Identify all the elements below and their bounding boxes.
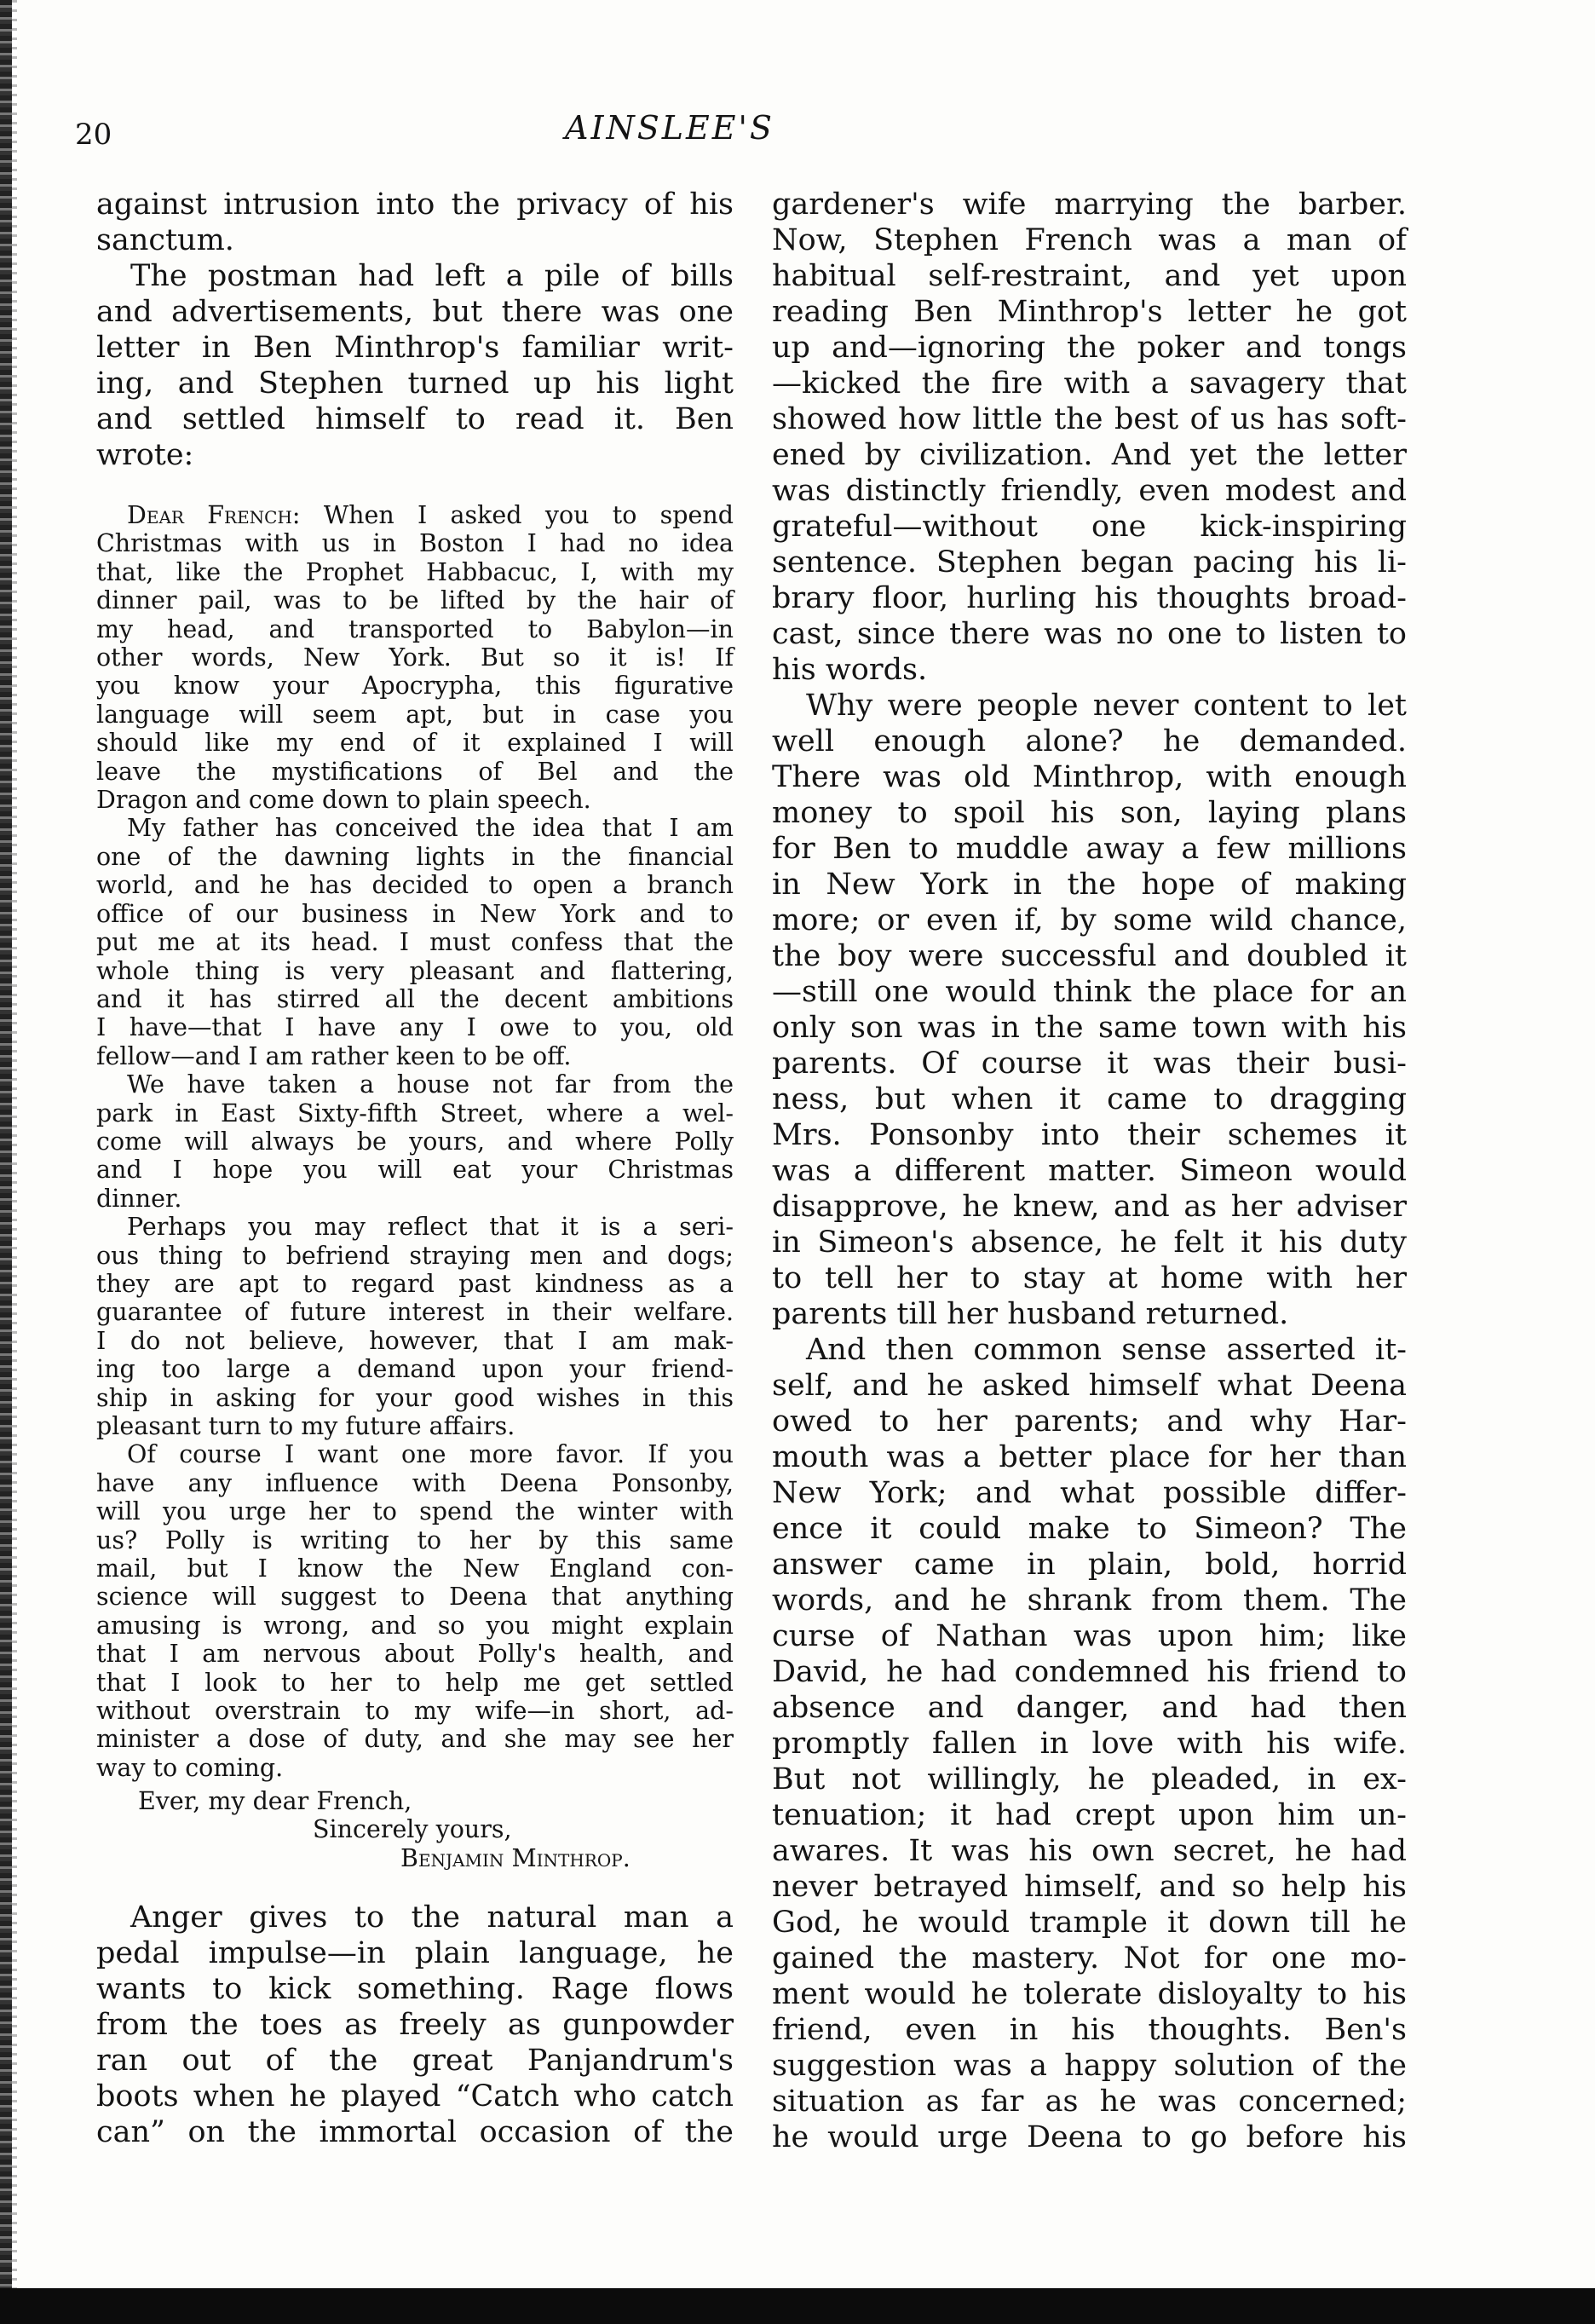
text-line: brary floor, hurling his thoughts broad- [772, 581, 1407, 615]
text-line: was distinctly friendly, even modest and [772, 474, 1407, 508]
text-line: fellow—and I am rather keen to be off. [96, 1041, 572, 1070]
text-line: —still one would think the place for an [772, 975, 1407, 1009]
text-line: I do not believe, however, that I am mak- [96, 1326, 734, 1355]
text-line: God, he would trample it down till he [772, 1906, 1407, 1940]
text-line: gained the mastery. Not for one mo- [772, 1941, 1407, 1975]
text-line: ence it could make to Simeon? The [772, 1512, 1407, 1546]
text-line: Dragon and come down to plain speech. [96, 786, 591, 815]
text-line: was a different matter. Simeon would [772, 1154, 1407, 1188]
text-line: Mrs. Ponsonby into their schemes it [772, 1118, 1407, 1152]
letter-signoff: Sincerely yours, [313, 1815, 512, 1844]
text-line: David, he had condemned his friend to [772, 1655, 1407, 1689]
text-line: answer came in plain, bold, horrid [772, 1548, 1407, 1582]
text-line: the boy were successful and doubled it [772, 939, 1407, 973]
text-line: us? Polly is writing to her by this same [96, 1525, 734, 1554]
right-column-text [772, 187, 1407, 2155]
text-line: promptly fallen in love with his wife. [772, 1727, 1407, 1761]
text-line-content: When I asked you to spend [323, 501, 734, 529]
text-line: Anger gives to the natural man a [130, 1900, 734, 1935]
paragraph [96, 1213, 734, 1440]
text-line: awares. It was his own secret, he had [772, 1834, 1407, 1868]
text-line: situation as far as he was concerned; [772, 2085, 1407, 2119]
text-line: Perhaps you may reflect that it is a seri- [127, 1213, 734, 1242]
text-line: Why were people never content to let [806, 689, 1407, 723]
running-title: AINSLEE'S [565, 109, 774, 147]
text-line: that I am nervous about Polly's health, and [96, 1640, 734, 1669]
text-line: other words, New York. But so it is! If [96, 643, 734, 672]
text-line: I have—that I have any I owe to you, old [96, 1013, 734, 1042]
text-line: ship in asking for your good wishes in this [96, 1383, 734, 1412]
text-line: way to coming. [96, 1753, 284, 1782]
text-line: you know your Apocrypha, this figurative [96, 672, 734, 701]
paragraph [96, 501, 734, 814]
text-line: self, and he asked himself what Deena [772, 1369, 1407, 1403]
text-line: ing too large a demand upon your friend- [96, 1355, 734, 1384]
text-line: and settled himself to read it. Ben [96, 402, 734, 436]
text-line: ing, and Stephen turned up his light [96, 366, 734, 401]
text-line: one of the dawning lights in the financial [96, 842, 734, 871]
text-line: parents. Of course it was their busi- [772, 1047, 1407, 1081]
left-column-top-text [96, 187, 734, 473]
text-line: absence and danger, and had then [772, 1691, 1407, 1725]
text-line: New York; and what possible differ- [772, 1476, 1407, 1510]
text-line: owed to her parents; and why Har- [772, 1404, 1407, 1439]
text-line: money to spoil his son, laying plans [772, 796, 1407, 830]
text-line: and it has stirred all the decent ambitions [96, 984, 734, 1013]
text-line: and advertisements, but there was one [96, 295, 734, 329]
text-line: letter in Ben Minthrop's familiar writ- [96, 331, 734, 365]
text-line: dinner. [96, 1184, 182, 1213]
paragraph [772, 187, 1407, 688]
text-line: only son was in the same town with his [772, 1011, 1407, 1045]
text-line: in Simeon's absence, he felt it his duty [772, 1225, 1407, 1260]
text-line: But not willingly, he pleaded, in ex- [772, 1762, 1407, 1796]
text-line [96, 501, 734, 529]
text-line: amusing is wrong, and so you might explain [96, 1611, 734, 1640]
paragraph [96, 187, 734, 258]
text-line: never betrayed himself, and so help his [772, 1870, 1407, 1904]
text-line: pedal impulse—in plain language, he [96, 1936, 734, 1970]
text-line: leave the mystifications of Bel and the [96, 757, 734, 786]
quoted-letter [96, 501, 734, 1782]
text-line: guarantee of future interest in their welfare. [96, 1298, 734, 1327]
text-line: they are apt to regard past kindness as a [96, 1269, 734, 1298]
page-number: 20 [75, 118, 112, 152]
text-line: gardener's wife marrying the barber. [772, 187, 1407, 222]
text-line: without overstrain to my wife—in short, ad- [96, 1697, 734, 1726]
text-line: should like my end of it explained I will [96, 729, 734, 758]
text-line: from the toes as freely as gunpowder [96, 2008, 734, 2042]
text-line: Christmas with us in Boston I had no idea [96, 529, 734, 558]
text-line: whole thing is very pleasant and flattering, [96, 956, 734, 985]
text-line: disapprove, he knew, and as her adviser [772, 1190, 1407, 1224]
text-line: well enough alone? he demanded. [772, 724, 1407, 758]
text-line: —kicked the fire with a savagery that [772, 366, 1407, 401]
text-line: his words. [772, 653, 928, 687]
text-line: suggestion was a happy solution of the [772, 2049, 1407, 2083]
text-line: wrote: [96, 438, 194, 472]
paragraph [96, 1070, 734, 1213]
text-line: ment would he tolerate disloyalty to his [772, 1977, 1407, 2011]
text-line: There was old Minthrop, with enough [772, 760, 1407, 794]
paragraph [96, 1440, 734, 1782]
text-line: more; or even if, by some wild chance, [772, 903, 1407, 937]
text-line: will you urge her to spend the winter with [96, 1497, 734, 1526]
text-line: And then common sense asserted it- [806, 1333, 1407, 1367]
text-line: office of our business in New York and to [96, 899, 734, 928]
letter-signature: Benjamin Minthrop. [400, 1843, 631, 1872]
text-line: parents till her husband returned. [772, 1297, 1289, 1331]
text-line: habitual self-restraint, and yet upon [772, 259, 1407, 293]
text-line: he would urge Deena to go before his [772, 2120, 1407, 2154]
text-line: ran out of the great Panjandrum's [96, 2044, 734, 2078]
left-column-bottom-text [96, 1900, 734, 2150]
text-line: mail, but I know the New England con- [96, 1554, 734, 1583]
text-line: words, and he shrank from them. The [772, 1583, 1407, 1618]
text-line: come will always be yours, and where Polly [96, 1127, 734, 1156]
text-line: showed how little the best of us has soft- [772, 402, 1407, 436]
text-line: against intrusion into the privacy of his [96, 187, 734, 222]
text-line: park in East Sixty-fifth Street, where a wel- [96, 1099, 734, 1127]
text-line: my head, and transported to Babylon—in [96, 614, 734, 643]
text-line: that I look to her to help me get settled [96, 1668, 734, 1697]
text-line: curse of Nathan was upon him; like [772, 1619, 1407, 1653]
text-line: Now, Stephen French was a man of [772, 223, 1407, 257]
text-line: ous thing to befriend straying men and dogs; [96, 1241, 734, 1270]
text-line: grateful—without one kick-inspiring [772, 510, 1407, 544]
scan-binding-shadow [12, 0, 17, 2324]
text-line: world, and he has decided to open a branch [96, 871, 734, 900]
text-line: minister a dose of duty, and she may see her [96, 1725, 734, 1754]
text-line: to tell her to stay at home with her [772, 1261, 1407, 1295]
text-line: mouth was a better place for her than [772, 1440, 1407, 1474]
text-line: sentence. Stephen began pacing his li- [772, 545, 1407, 580]
paragraph [96, 258, 734, 473]
text-line: My father has conceived the idea that I am [127, 814, 734, 843]
text-line: and I hope you will eat your Christmas [96, 1156, 734, 1185]
text-line: can” on the immortal occasion of the [96, 2115, 734, 2149]
text-line: pleasant turn to my future affairs. [96, 1412, 515, 1440]
text-line: up and—ignoring the poker and tongs [772, 331, 1407, 365]
text-line: wants to kick something. Rage flows [96, 1972, 734, 2006]
text-line: have any influence with Deena Ponsonby, [96, 1468, 734, 1497]
text-line: that, like the Prophet Habbacuc, I, with my [96, 557, 734, 586]
paragraph [96, 1900, 734, 2150]
text-line: reading Ben Minthrop's letter he got [772, 295, 1407, 329]
text-line: in New York in the hope of making [772, 868, 1407, 902]
text-line: cast, since there was no one to listen to [772, 617, 1407, 651]
paragraph [772, 1332, 1407, 2155]
letter-closing [96, 1787, 734, 1872]
text-line: The postman had left a pile of bills [130, 259, 734, 293]
scan-bottom-edge [0, 2288, 1595, 2324]
text-line: for Ben to muddle away a few millions [772, 832, 1407, 866]
scan-binding-edge [0, 0, 12, 2324]
text-line: Of course I want one more favor. If you [127, 1440, 734, 1469]
text-line: ness, but when it came to dragging [772, 1082, 1407, 1116]
text-line: sanctum. [96, 223, 234, 257]
letter-salutation: Dear French: [127, 501, 301, 529]
text-line: science will suggest to Deena that anything [96, 1583, 734, 1612]
text-line: language will seem apt, but in case you [96, 700, 734, 729]
text-line: tenuation; it had crept upon him un- [772, 1798, 1407, 1832]
text-line: ened by civilization. And yet the letter [772, 438, 1407, 472]
text-line: put me at its head. I must confess that the [96, 928, 734, 957]
text-line: dinner pail, was to be lifted by the hair of [96, 586, 734, 615]
letter-closing-line: Ever, my dear French, [138, 1787, 412, 1815]
text-line: boots when he played “Catch who catch [96, 2079, 734, 2114]
text-line: We have taken a house not far from the [127, 1070, 734, 1099]
text-line: friend, even in his thoughts. Ben's [772, 2013, 1407, 2047]
paragraph [772, 688, 1407, 1332]
paragraph [96, 814, 734, 1070]
